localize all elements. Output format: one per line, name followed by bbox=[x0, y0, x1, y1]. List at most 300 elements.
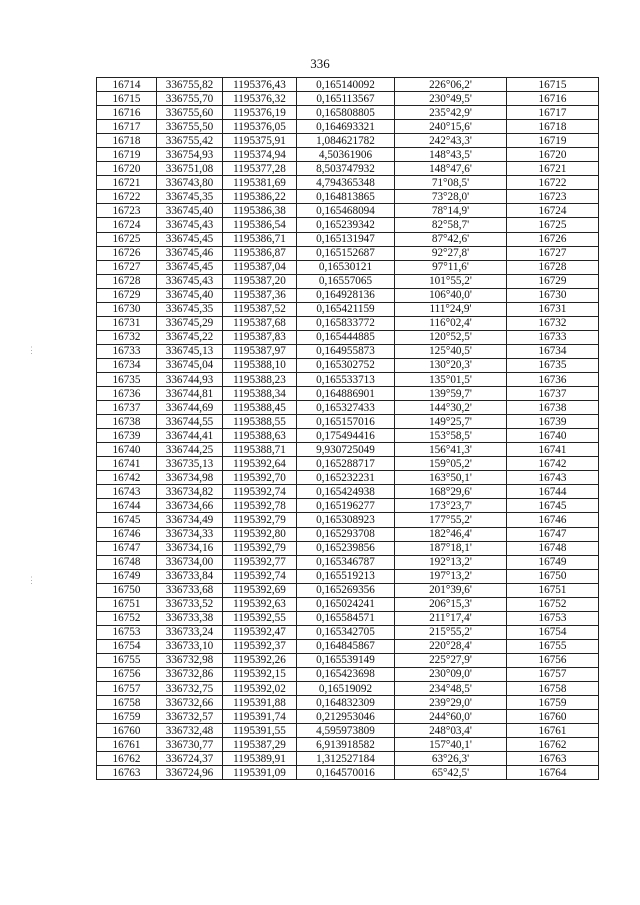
point-id-cell: 16736 bbox=[97, 387, 157, 401]
table-row bbox=[97, 499, 599, 513]
table-row bbox=[97, 134, 599, 148]
point-id-cell: 16742 bbox=[97, 471, 157, 485]
distance-cell: 0,165833772 bbox=[297, 316, 395, 330]
next-point-cell: 16754 bbox=[507, 625, 599, 639]
bearing-cell: 148°43,5' bbox=[395, 148, 507, 162]
y-coordinate-cell: 1195375,91 bbox=[223, 134, 297, 148]
distance-cell: 0,165533713 bbox=[297, 372, 395, 386]
y-coordinate-cell: 1195388,34 bbox=[223, 387, 297, 401]
distance-cell: 0,165239342 bbox=[297, 218, 395, 232]
bearing-cell: 73°28,0' bbox=[395, 190, 507, 204]
next-point-cell: 16760 bbox=[507, 710, 599, 724]
next-point-cell: 16755 bbox=[507, 639, 599, 653]
y-coordinate-cell: 1195387,68 bbox=[223, 316, 297, 330]
next-point-cell: 16764 bbox=[507, 766, 599, 780]
next-point-cell: 16747 bbox=[507, 527, 599, 541]
y-coordinate-cell: 1195387,83 bbox=[223, 330, 297, 344]
bearing-cell: 242°43,3' bbox=[395, 134, 507, 148]
bearing-cell: 130°20,3' bbox=[395, 358, 507, 372]
bearing-cell: 148°47,6' bbox=[395, 162, 507, 176]
y-coordinate-cell: 1195392,63 bbox=[223, 597, 297, 611]
point-id-cell: 16714 bbox=[97, 78, 157, 92]
y-coordinate-cell: 1195391,74 bbox=[223, 710, 297, 724]
bearing-cell: 87°42,6' bbox=[395, 232, 507, 246]
page-number: 336 bbox=[310, 56, 330, 71]
table-row bbox=[97, 611, 599, 625]
distance-cell: 0,164886901 bbox=[297, 387, 395, 401]
point-id-cell: 16747 bbox=[97, 541, 157, 555]
x-coordinate-cell: 336743,80 bbox=[157, 176, 223, 190]
bearing-cell: 116°02,4' bbox=[395, 316, 507, 330]
y-coordinate-cell: 1195392,37 bbox=[223, 639, 297, 653]
bearing-cell: 234°48,5' bbox=[395, 682, 507, 696]
table-row bbox=[97, 625, 599, 639]
x-coordinate-cell: 336755,42 bbox=[157, 134, 223, 148]
y-coordinate-cell: 1195387,29 bbox=[223, 738, 297, 752]
table-row bbox=[97, 302, 599, 316]
next-point-cell: 16733 bbox=[507, 330, 599, 344]
bearing-cell: 206°15,3' bbox=[395, 597, 507, 611]
next-point-cell: 16719 bbox=[507, 134, 599, 148]
point-id-cell: 16716 bbox=[97, 106, 157, 120]
point-id-cell: 16733 bbox=[97, 344, 157, 358]
y-coordinate-cell: 1195376,19 bbox=[223, 106, 297, 120]
next-point-cell: 16742 bbox=[507, 457, 599, 471]
point-id-cell: 16760 bbox=[97, 724, 157, 738]
table-row bbox=[97, 485, 599, 499]
table-row bbox=[97, 190, 599, 204]
distance-cell: 0,165308923 bbox=[297, 513, 395, 527]
next-point-cell: 16762 bbox=[507, 738, 599, 752]
y-coordinate-cell: 1195388,55 bbox=[223, 415, 297, 429]
x-coordinate-cell: 336744,41 bbox=[157, 429, 223, 443]
x-coordinate-cell: 336733,38 bbox=[157, 611, 223, 625]
point-id-cell: 16746 bbox=[97, 527, 157, 541]
x-coordinate-cell: 336745,04 bbox=[157, 358, 223, 372]
x-coordinate-cell: 336744,55 bbox=[157, 415, 223, 429]
table-row bbox=[97, 752, 599, 766]
y-coordinate-cell: 1195391,55 bbox=[223, 724, 297, 738]
x-coordinate-cell: 336745,43 bbox=[157, 218, 223, 232]
point-id-cell: 16754 bbox=[97, 639, 157, 653]
next-point-cell: 16734 bbox=[507, 344, 599, 358]
table-row bbox=[97, 120, 599, 134]
distance-cell: 0,165302752 bbox=[297, 358, 395, 372]
table-row bbox=[97, 555, 599, 569]
distance-cell: 1,084621782 bbox=[297, 134, 395, 148]
distance-cell: 0,165808805 bbox=[297, 106, 395, 120]
point-id-cell: 16749 bbox=[97, 569, 157, 583]
x-coordinate-cell: 336732,98 bbox=[157, 653, 223, 667]
next-point-cell: 16722 bbox=[507, 176, 599, 190]
point-id-cell: 16739 bbox=[97, 429, 157, 443]
next-point-cell: 16725 bbox=[507, 218, 599, 232]
y-coordinate-cell: 1195388,10 bbox=[223, 358, 297, 372]
x-coordinate-cell: 336745,40 bbox=[157, 288, 223, 302]
x-coordinate-cell: 336734,66 bbox=[157, 499, 223, 513]
y-coordinate-cell: 1195392,70 bbox=[223, 471, 297, 485]
next-point-cell: 16726 bbox=[507, 232, 599, 246]
next-point-cell: 16763 bbox=[507, 752, 599, 766]
distance-cell: 4,50361906 bbox=[297, 148, 395, 162]
y-coordinate-cell: 1195392,69 bbox=[223, 583, 297, 597]
point-id-cell: 16730 bbox=[97, 302, 157, 316]
bearing-cell: 173°23,7' bbox=[395, 499, 507, 513]
x-coordinate-cell: 336745,22 bbox=[157, 330, 223, 344]
next-point-cell: 16727 bbox=[507, 246, 599, 260]
table-row bbox=[97, 682, 599, 696]
y-coordinate-cell: 1195387,20 bbox=[223, 274, 297, 288]
point-id-cell: 16740 bbox=[97, 443, 157, 457]
table-row bbox=[97, 457, 599, 471]
x-coordinate-cell: 336735,13 bbox=[157, 457, 223, 471]
distance-cell: 0,164570016 bbox=[297, 766, 395, 780]
bearing-cell: 230°49,5' bbox=[395, 92, 507, 106]
distance-cell: 0,165152687 bbox=[297, 246, 395, 260]
distance-cell: 0,165423698 bbox=[297, 667, 395, 681]
distance-cell: 0,164693321 bbox=[297, 120, 395, 134]
table-row bbox=[97, 724, 599, 738]
y-coordinate-cell: 1195386,22 bbox=[223, 190, 297, 204]
distance-cell: 0,165232231 bbox=[297, 471, 395, 485]
distance-cell: 0,165519213 bbox=[297, 569, 395, 583]
bearing-cell: 65°42,5' bbox=[395, 766, 507, 780]
point-id-cell: 16752 bbox=[97, 611, 157, 625]
point-id-cell: 16753 bbox=[97, 625, 157, 639]
point-id-cell: 16748 bbox=[97, 555, 157, 569]
next-point-cell: 16757 bbox=[507, 667, 599, 681]
table-row bbox=[97, 597, 599, 611]
table-row bbox=[97, 401, 599, 415]
bearing-cell: 240°15,6' bbox=[395, 120, 507, 134]
table-row bbox=[97, 541, 599, 555]
table-row bbox=[97, 106, 599, 120]
y-coordinate-cell: 1195389,91 bbox=[223, 752, 297, 766]
bearing-cell: 78°14,9' bbox=[395, 204, 507, 218]
coordinates-table-body bbox=[97, 78, 599, 780]
distance-cell: 0,16530121 bbox=[297, 260, 395, 274]
distance-cell: 0,164845867 bbox=[297, 639, 395, 653]
scan-margin-mark: ⋮ bbox=[27, 575, 36, 585]
bearing-cell: 92°27,8' bbox=[395, 246, 507, 260]
y-coordinate-cell: 1195392,55 bbox=[223, 611, 297, 625]
bearing-cell: 192°13,2' bbox=[395, 555, 507, 569]
distance-cell: 0,165131947 bbox=[297, 232, 395, 246]
next-point-cell: 16730 bbox=[507, 288, 599, 302]
distance-cell: 0,165140092 bbox=[297, 78, 395, 92]
next-point-cell: 16721 bbox=[507, 162, 599, 176]
bearing-cell: 97°11,6' bbox=[395, 260, 507, 274]
bearing-cell: 101°55,2' bbox=[395, 274, 507, 288]
point-id-cell: 16723 bbox=[97, 204, 157, 218]
point-id-cell: 16759 bbox=[97, 710, 157, 724]
bearing-cell: 215°55,2' bbox=[395, 625, 507, 639]
distance-cell: 0,165269356 bbox=[297, 583, 395, 597]
table-row bbox=[97, 696, 599, 710]
next-point-cell: 16735 bbox=[507, 358, 599, 372]
point-id-cell: 16726 bbox=[97, 246, 157, 260]
distance-cell: 0,16557065 bbox=[297, 274, 395, 288]
table-row bbox=[97, 387, 599, 401]
bearing-cell: 106°40,0' bbox=[395, 288, 507, 302]
distance-cell: 0,165157016 bbox=[297, 415, 395, 429]
x-coordinate-cell: 336745,40 bbox=[157, 204, 223, 218]
scan-margin-mark: ⋮ bbox=[27, 345, 36, 355]
bearing-cell: 177°55,2' bbox=[395, 513, 507, 527]
bearing-cell: 244°60,0' bbox=[395, 710, 507, 724]
table-row bbox=[97, 583, 599, 597]
next-point-cell: 16750 bbox=[507, 569, 599, 583]
y-coordinate-cell: 1195377,28 bbox=[223, 162, 297, 176]
point-id-cell: 16745 bbox=[97, 513, 157, 527]
table-row bbox=[97, 415, 599, 429]
y-coordinate-cell: 1195392,02 bbox=[223, 682, 297, 696]
distance-cell: 0,164813865 bbox=[297, 190, 395, 204]
y-coordinate-cell: 1195391,88 bbox=[223, 696, 297, 710]
next-point-cell: 16751 bbox=[507, 583, 599, 597]
table-row bbox=[97, 176, 599, 190]
bearing-cell: 239°29,0' bbox=[395, 696, 507, 710]
y-coordinate-cell: 1195392,79 bbox=[223, 513, 297, 527]
point-id-cell: 16721 bbox=[97, 176, 157, 190]
distance-cell: 0,165424938 bbox=[297, 485, 395, 499]
table-row bbox=[97, 443, 599, 457]
point-id-cell: 16717 bbox=[97, 120, 157, 134]
point-id-cell: 16732 bbox=[97, 330, 157, 344]
table-row bbox=[97, 667, 599, 681]
point-id-cell: 16728 bbox=[97, 274, 157, 288]
x-coordinate-cell: 336732,66 bbox=[157, 696, 223, 710]
distance-cell: 0,165239856 bbox=[297, 541, 395, 555]
distance-cell: 0,165539149 bbox=[297, 653, 395, 667]
distance-cell: 4,794365348 bbox=[297, 176, 395, 190]
x-coordinate-cell: 336745,29 bbox=[157, 316, 223, 330]
next-point-cell: 16759 bbox=[507, 696, 599, 710]
next-point-cell: 16752 bbox=[507, 597, 599, 611]
y-coordinate-cell: 1195392,78 bbox=[223, 499, 297, 513]
point-id-cell: 16757 bbox=[97, 682, 157, 696]
bearing-cell: 182°46,4' bbox=[395, 527, 507, 541]
next-point-cell: 16728 bbox=[507, 260, 599, 274]
table-row bbox=[97, 527, 599, 541]
bearing-cell: 135°01,5' bbox=[395, 372, 507, 386]
bearing-cell: 248°03,4' bbox=[395, 724, 507, 738]
next-point-cell: 16715 bbox=[507, 78, 599, 92]
point-id-cell: 16762 bbox=[97, 752, 157, 766]
table-row bbox=[97, 260, 599, 274]
distance-cell: 0,165288717 bbox=[297, 457, 395, 471]
distance-cell: 6,913918582 bbox=[297, 738, 395, 752]
point-id-cell: 16761 bbox=[97, 738, 157, 752]
x-coordinate-cell: 336724,96 bbox=[157, 766, 223, 780]
x-coordinate-cell: 336734,33 bbox=[157, 527, 223, 541]
table-row bbox=[97, 710, 599, 724]
bearing-cell: 163°50,1' bbox=[395, 471, 507, 485]
bearing-cell: 197°13,2' bbox=[395, 569, 507, 583]
y-coordinate-cell: 1195388,23 bbox=[223, 372, 297, 386]
distance-cell: 8,503747932 bbox=[297, 162, 395, 176]
x-coordinate-cell: 336745,35 bbox=[157, 302, 223, 316]
next-point-cell: 16720 bbox=[507, 148, 599, 162]
table-row bbox=[97, 429, 599, 443]
x-coordinate-cell: 336732,48 bbox=[157, 724, 223, 738]
table-row bbox=[97, 246, 599, 260]
table-row bbox=[97, 766, 599, 780]
distance-cell: 0,165327433 bbox=[297, 401, 395, 415]
next-point-cell: 16761 bbox=[507, 724, 599, 738]
distance-cell: 0,165444885 bbox=[297, 330, 395, 344]
y-coordinate-cell: 1195381,69 bbox=[223, 176, 297, 190]
y-coordinate-cell: 1195387,36 bbox=[223, 288, 297, 302]
next-point-cell: 16740 bbox=[507, 429, 599, 443]
x-coordinate-cell: 336755,50 bbox=[157, 120, 223, 134]
table-row bbox=[97, 569, 599, 583]
y-coordinate-cell: 1195392,74 bbox=[223, 569, 297, 583]
next-point-cell: 16717 bbox=[507, 106, 599, 120]
y-coordinate-cell: 1195376,43 bbox=[223, 78, 297, 92]
distance-cell: 0,165113567 bbox=[297, 92, 395, 106]
next-point-cell: 16739 bbox=[507, 415, 599, 429]
y-coordinate-cell: 1195388,45 bbox=[223, 401, 297, 415]
bearing-cell: 144°30,2' bbox=[395, 401, 507, 415]
distance-cell: 0,165293708 bbox=[297, 527, 395, 541]
point-id-cell: 16719 bbox=[97, 148, 157, 162]
point-id-cell: 16756 bbox=[97, 667, 157, 681]
point-id-cell: 16755 bbox=[97, 653, 157, 667]
x-coordinate-cell: 336732,57 bbox=[157, 710, 223, 724]
x-coordinate-cell: 336732,75 bbox=[157, 682, 223, 696]
x-coordinate-cell: 336734,16 bbox=[157, 541, 223, 555]
x-coordinate-cell: 336734,49 bbox=[157, 513, 223, 527]
y-coordinate-cell: 1195392,77 bbox=[223, 555, 297, 569]
bearing-cell: 111°24,9' bbox=[395, 302, 507, 316]
distance-cell: 0,165196277 bbox=[297, 499, 395, 513]
point-id-cell: 16738 bbox=[97, 415, 157, 429]
table-row bbox=[97, 316, 599, 330]
x-coordinate-cell: 336733,68 bbox=[157, 583, 223, 597]
next-point-cell: 16716 bbox=[507, 92, 599, 106]
next-point-cell: 16758 bbox=[507, 682, 599, 696]
x-coordinate-cell: 336745,45 bbox=[157, 260, 223, 274]
y-coordinate-cell: 1195392,47 bbox=[223, 625, 297, 639]
distance-cell: 0,164832309 bbox=[297, 696, 395, 710]
x-coordinate-cell: 336744,69 bbox=[157, 401, 223, 415]
x-coordinate-cell: 336733,24 bbox=[157, 625, 223, 639]
table-row bbox=[97, 653, 599, 667]
x-coordinate-cell: 336745,46 bbox=[157, 246, 223, 260]
next-point-cell: 16731 bbox=[507, 302, 599, 316]
distance-cell: 4,595973809 bbox=[297, 724, 395, 738]
point-id-cell: 16720 bbox=[97, 162, 157, 176]
bearing-cell: 201°39,6' bbox=[395, 583, 507, 597]
point-id-cell: 16724 bbox=[97, 218, 157, 232]
y-coordinate-cell: 1195386,71 bbox=[223, 232, 297, 246]
table-row bbox=[97, 92, 599, 106]
bearing-cell: 71°08,5' bbox=[395, 176, 507, 190]
next-point-cell: 16724 bbox=[507, 204, 599, 218]
x-coordinate-cell: 336744,93 bbox=[157, 372, 223, 386]
x-coordinate-cell: 336751,08 bbox=[157, 162, 223, 176]
x-coordinate-cell: 336754,93 bbox=[157, 148, 223, 162]
table-row bbox=[97, 78, 599, 92]
x-coordinate-cell: 336734,82 bbox=[157, 485, 223, 499]
x-coordinate-cell: 336734,98 bbox=[157, 471, 223, 485]
next-point-cell: 16748 bbox=[507, 541, 599, 555]
y-coordinate-cell: 1195386,54 bbox=[223, 218, 297, 232]
table-row bbox=[97, 148, 599, 162]
y-coordinate-cell: 1195387,52 bbox=[223, 302, 297, 316]
bearing-cell: 120°52,5' bbox=[395, 330, 507, 344]
point-id-cell: 16722 bbox=[97, 190, 157, 204]
y-coordinate-cell: 1195376,05 bbox=[223, 120, 297, 134]
x-coordinate-cell: 336733,10 bbox=[157, 639, 223, 653]
bearing-cell: 125°40,5' bbox=[395, 344, 507, 358]
table-row bbox=[97, 288, 599, 302]
x-coordinate-cell: 336744,81 bbox=[157, 387, 223, 401]
point-id-cell: 16743 bbox=[97, 485, 157, 499]
table-row bbox=[97, 218, 599, 232]
bearing-cell: 235°42,9' bbox=[395, 106, 507, 120]
bearing-cell: 157°40,1' bbox=[395, 738, 507, 752]
table-row bbox=[97, 344, 599, 358]
x-coordinate-cell: 336745,45 bbox=[157, 232, 223, 246]
bearing-cell: 211°17,4' bbox=[395, 611, 507, 625]
y-coordinate-cell: 1195386,87 bbox=[223, 246, 297, 260]
point-id-cell: 16731 bbox=[97, 316, 157, 330]
y-coordinate-cell: 1195392,80 bbox=[223, 527, 297, 541]
next-point-cell: 16753 bbox=[507, 611, 599, 625]
point-id-cell: 16758 bbox=[97, 696, 157, 710]
bearing-cell: 168°29,6' bbox=[395, 485, 507, 499]
table-row bbox=[97, 372, 599, 386]
point-id-cell: 16729 bbox=[97, 288, 157, 302]
next-point-cell: 16737 bbox=[507, 387, 599, 401]
point-id-cell: 16725 bbox=[97, 232, 157, 246]
x-coordinate-cell: 336724,37 bbox=[157, 752, 223, 766]
next-point-cell: 16743 bbox=[507, 471, 599, 485]
bearing-cell: 159°05,2' bbox=[395, 457, 507, 471]
x-coordinate-cell: 336733,52 bbox=[157, 597, 223, 611]
bearing-cell: 226°06,2' bbox=[395, 78, 507, 92]
table-row bbox=[97, 232, 599, 246]
point-id-cell: 16741 bbox=[97, 457, 157, 471]
distance-cell: 0,16519092 bbox=[297, 682, 395, 696]
next-point-cell: 16749 bbox=[507, 555, 599, 569]
distance-cell: 9,930725049 bbox=[297, 443, 395, 457]
y-coordinate-cell: 1195388,63 bbox=[223, 429, 297, 443]
next-point-cell: 16729 bbox=[507, 274, 599, 288]
point-id-cell: 16744 bbox=[97, 499, 157, 513]
table-row bbox=[97, 639, 599, 653]
x-coordinate-cell: 336744,25 bbox=[157, 443, 223, 457]
next-point-cell: 16736 bbox=[507, 372, 599, 386]
y-coordinate-cell: 1195392,79 bbox=[223, 541, 297, 555]
point-id-cell: 16735 bbox=[97, 372, 157, 386]
next-point-cell: 16745 bbox=[507, 499, 599, 513]
bearing-cell: 220°28,4' bbox=[395, 639, 507, 653]
next-point-cell: 16723 bbox=[507, 190, 599, 204]
x-coordinate-cell: 336734,00 bbox=[157, 555, 223, 569]
y-coordinate-cell: 1195392,64 bbox=[223, 457, 297, 471]
x-coordinate-cell: 336733,84 bbox=[157, 569, 223, 583]
distance-cell: 0,175494416 bbox=[297, 429, 395, 443]
x-coordinate-cell: 336745,43 bbox=[157, 274, 223, 288]
x-coordinate-cell: 336730,77 bbox=[157, 738, 223, 752]
y-coordinate-cell: 1195391,09 bbox=[223, 766, 297, 780]
bearing-cell: 153°58,5' bbox=[395, 429, 507, 443]
next-point-cell: 16746 bbox=[507, 513, 599, 527]
point-id-cell: 16750 bbox=[97, 583, 157, 597]
